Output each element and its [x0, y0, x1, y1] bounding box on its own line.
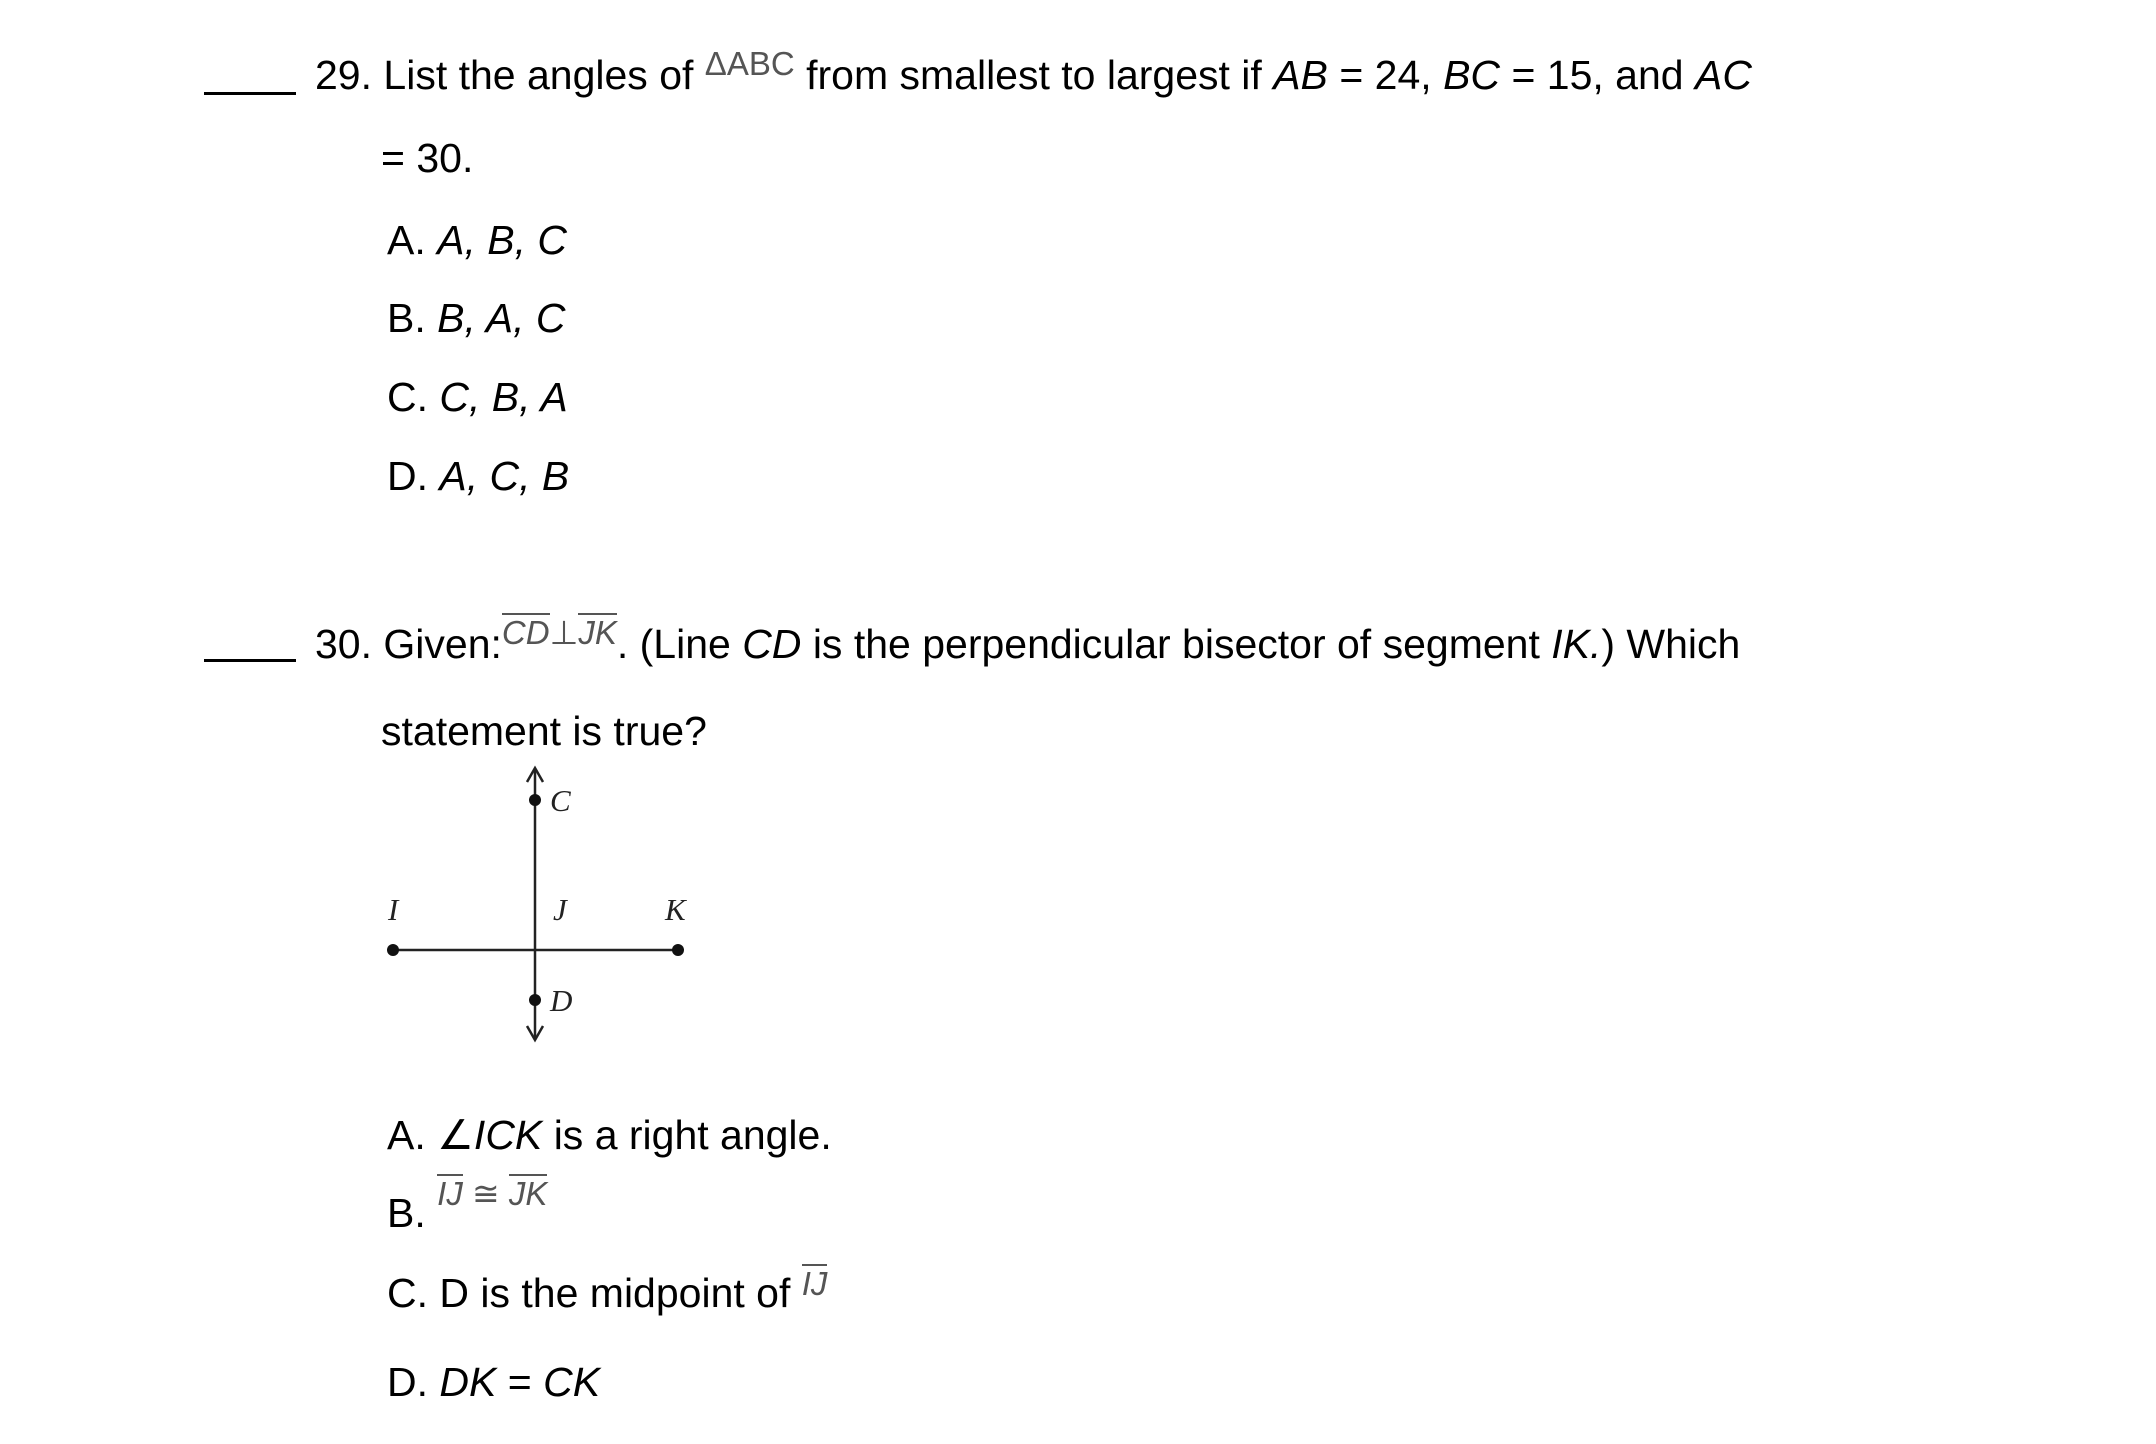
- choice-30-d[interactable]: [387, 1359, 601, 1405]
- choice-text: A, B, C: [437, 217, 568, 263]
- segment-ij-overline: IJ: [437, 1175, 463, 1212]
- choice-letter: B.: [387, 295, 426, 341]
- segment-jk-overline: JK: [578, 614, 617, 651]
- given-math: [502, 614, 617, 651]
- choice-letter: A.: [387, 1112, 426, 1158]
- segment-jk-overline: JK: [508, 1175, 548, 1212]
- choice-lhs: DK: [439, 1359, 497, 1405]
- choice-text: is a right angle.: [553, 1112, 832, 1158]
- question-30-text-c: ) Which: [1601, 621, 1741, 667]
- segment-ab-label: AB: [1273, 52, 1328, 98]
- question-30-line-2: statement is true?: [381, 708, 707, 754]
- answer-blank-30[interactable]: [204, 659, 296, 662]
- choice-rhs: CK: [543, 1359, 601, 1405]
- question-30-text-b: is the perpendicular bisector of segment: [812, 621, 1540, 667]
- choice-letter: C.: [387, 1270, 428, 1316]
- point-d: [529, 994, 541, 1006]
- choice-30-a[interactable]: [387, 1112, 832, 1158]
- choice-30-c[interactable]: [387, 1265, 828, 1316]
- choice-letter: A.: [387, 217, 426, 263]
- choice-text: B, A, C: [437, 295, 566, 341]
- choice-letter: B.: [387, 1190, 426, 1236]
- question-30-text-a: . (Line: [616, 621, 731, 667]
- angle-symbol: ∠: [437, 1112, 474, 1158]
- line-cd-name: CD: [742, 621, 802, 667]
- choice-30-b[interactable]: [387, 1175, 548, 1236]
- choice-text: C, B, A: [439, 374, 568, 420]
- segment-ab-value: = 24,: [1339, 52, 1432, 98]
- question-30-number: 30.: [315, 621, 372, 667]
- question-30-given-label: Given:: [383, 621, 502, 667]
- choice-29-b[interactable]: [387, 295, 566, 341]
- congruence-math: [437, 1175, 547, 1212]
- choice-29-a[interactable]: [387, 217, 568, 263]
- question-30-line-1: [315, 614, 1741, 667]
- perpendicular-symbol: ⊥: [549, 614, 579, 651]
- segment-cd-overline: CD: [501, 614, 550, 651]
- segment-ik-name: IK.: [1551, 621, 1602, 667]
- angle-name: ICK: [473, 1112, 543, 1158]
- choice-text: D is the midpoint of: [439, 1270, 791, 1316]
- congruent-symbol: ≅: [472, 1175, 500, 1212]
- question-29-line-1: [315, 45, 1752, 98]
- label-j: J: [553, 892, 567, 927]
- segment-ij-overline: IJ: [801, 1265, 828, 1302]
- choice-letter: C.: [387, 374, 428, 420]
- choice-letter: D.: [387, 1359, 428, 1405]
- choice-29-d[interactable]: [387, 453, 570, 499]
- segment-ac-label: AC: [1694, 52, 1752, 98]
- triangle-abc-math: ΔABC: [704, 45, 795, 82]
- segment-bc-value: = 15, and: [1511, 52, 1684, 98]
- equals-sign: =: [507, 1359, 532, 1405]
- point-k: [672, 944, 684, 956]
- question-29-number: 29.: [315, 52, 372, 98]
- choice-29-c[interactable]: [387, 374, 568, 420]
- choice-text: A, C, B: [439, 453, 570, 499]
- question-29-text-b: from smallest to largest if: [806, 52, 1262, 98]
- question-29-line-2: = 30.: [381, 135, 474, 181]
- segment-bc-label: BC: [1443, 52, 1501, 98]
- label-c: C: [550, 783, 571, 818]
- point-c: [529, 794, 541, 806]
- point-i: [387, 944, 399, 956]
- label-d: D: [550, 983, 573, 1018]
- answer-blank-29[interactable]: [204, 92, 296, 95]
- label-i: I: [388, 892, 399, 927]
- label-k: K: [665, 892, 686, 927]
- choice-letter: D.: [387, 453, 428, 499]
- perpendicular-bisector-figure: [370, 760, 710, 1050]
- question-29-text-a: List the angles of: [383, 52, 694, 98]
